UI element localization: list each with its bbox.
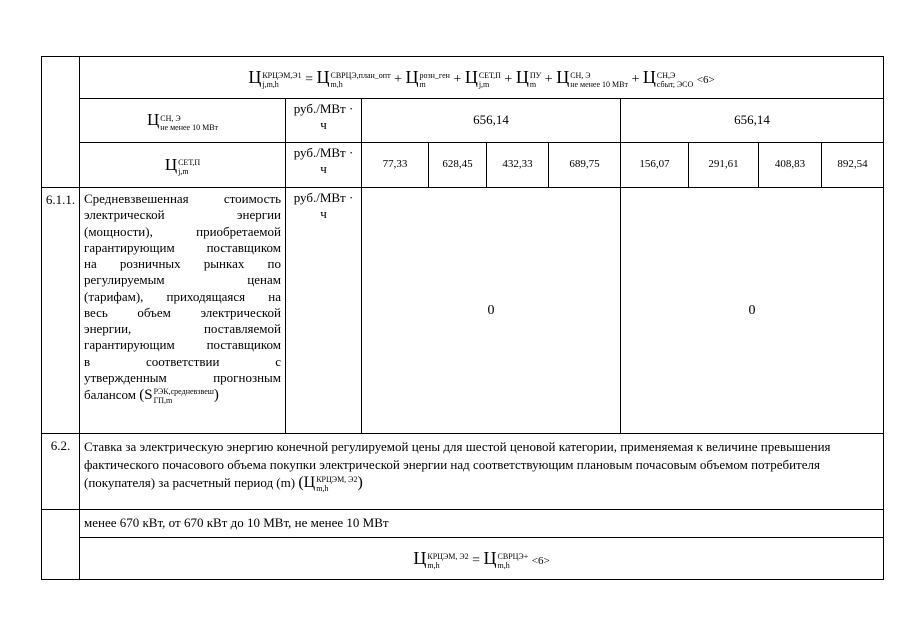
row-6-1-1 xyxy=(42,188,884,434)
set-value: 77,33 xyxy=(362,143,429,188)
row-6-1-1-description: Средневзвешенная стоимость электрической энергии (мощности), приобретаемой гарантирующим поставщиком на розничных рынках по регулируемым ценам (тарифам), приходящаяся на весь объем электрической энергии, поставляемой гарантирующим поставщиком в соответствии с утвержденным прогнозным балансом (S РЭК,средневзвеш ГП,m ) xyxy=(80,188,286,434)
formula-1: Ц КРЦЭМ,Э1 j,m,h = Ц СВРЦЭ,план_опт m,h + Ц розн_ген m + Ц СЕТ,П j,m + Ц ПУ m + Ц СН, Э не менее 10 МВт + Ц СН,Э сбыт, ЭСО <6> xyxy=(80,57,884,99)
set-unit: руб./МВт · ч xyxy=(286,143,362,188)
row-6-2-description: Ставка за электрическую энергию конечной регулируемой цены для шестой ценовой категории, применяемая к величине превышения фактического почасового объема покупки электрической энергии над соответствующим плановым почасовым объемом потребителя (покупателя) за расчетный период (m) (Ц КРЦЭМ, Э2 m,h ) xyxy=(80,434,884,510)
row-number: 6.2. xyxy=(42,434,80,510)
set-symbol: Ц СЕТ,П j,m xyxy=(80,143,286,188)
empty-num-cell xyxy=(42,510,80,580)
empty-num-cell xyxy=(42,57,80,188)
set-value: 892,54 xyxy=(822,143,884,188)
row-6-2 xyxy=(42,434,884,510)
formula-2-ref: <6> xyxy=(531,555,550,568)
set-value: 291,61 xyxy=(689,143,759,188)
set-value: 408,83 xyxy=(759,143,822,188)
set-value: 689,75 xyxy=(549,143,621,188)
power-range-text: менее 670 кВт, от 670 кВт до 10 МВт, не менее 10 МВт xyxy=(80,510,884,538)
formula-2: Ц КРЦЭМ, Э2 m,h = Ц СВРЦЭ+ m,h <6> xyxy=(80,538,884,580)
tariff-table xyxy=(41,56,884,580)
row-6-1-1-value-right: 0 xyxy=(621,188,884,434)
row-sn-price xyxy=(42,99,884,143)
formula-row-2 xyxy=(42,538,884,580)
set-value: 156,07 xyxy=(621,143,689,188)
sn-unit: руб./МВт · ч xyxy=(286,99,362,143)
row-set-price xyxy=(42,143,884,188)
formula-1-ref: <6> xyxy=(696,74,715,87)
row-6-1-1-unit: руб./МВт · ч xyxy=(286,188,362,434)
formula-row-1 xyxy=(42,57,884,99)
sn-value-right: 656,14 xyxy=(621,99,884,143)
row-number: 6.1.1. xyxy=(42,188,80,434)
sn-symbol: Ц СН, Э не менее 10 МВт xyxy=(80,99,286,143)
row-power-range xyxy=(42,510,884,538)
row-6-1-1-value-left: 0 xyxy=(362,188,621,434)
set-value: 432,33 xyxy=(487,143,549,188)
set-value: 628,45 xyxy=(429,143,487,188)
sn-value-left: 656,14 xyxy=(362,99,621,143)
